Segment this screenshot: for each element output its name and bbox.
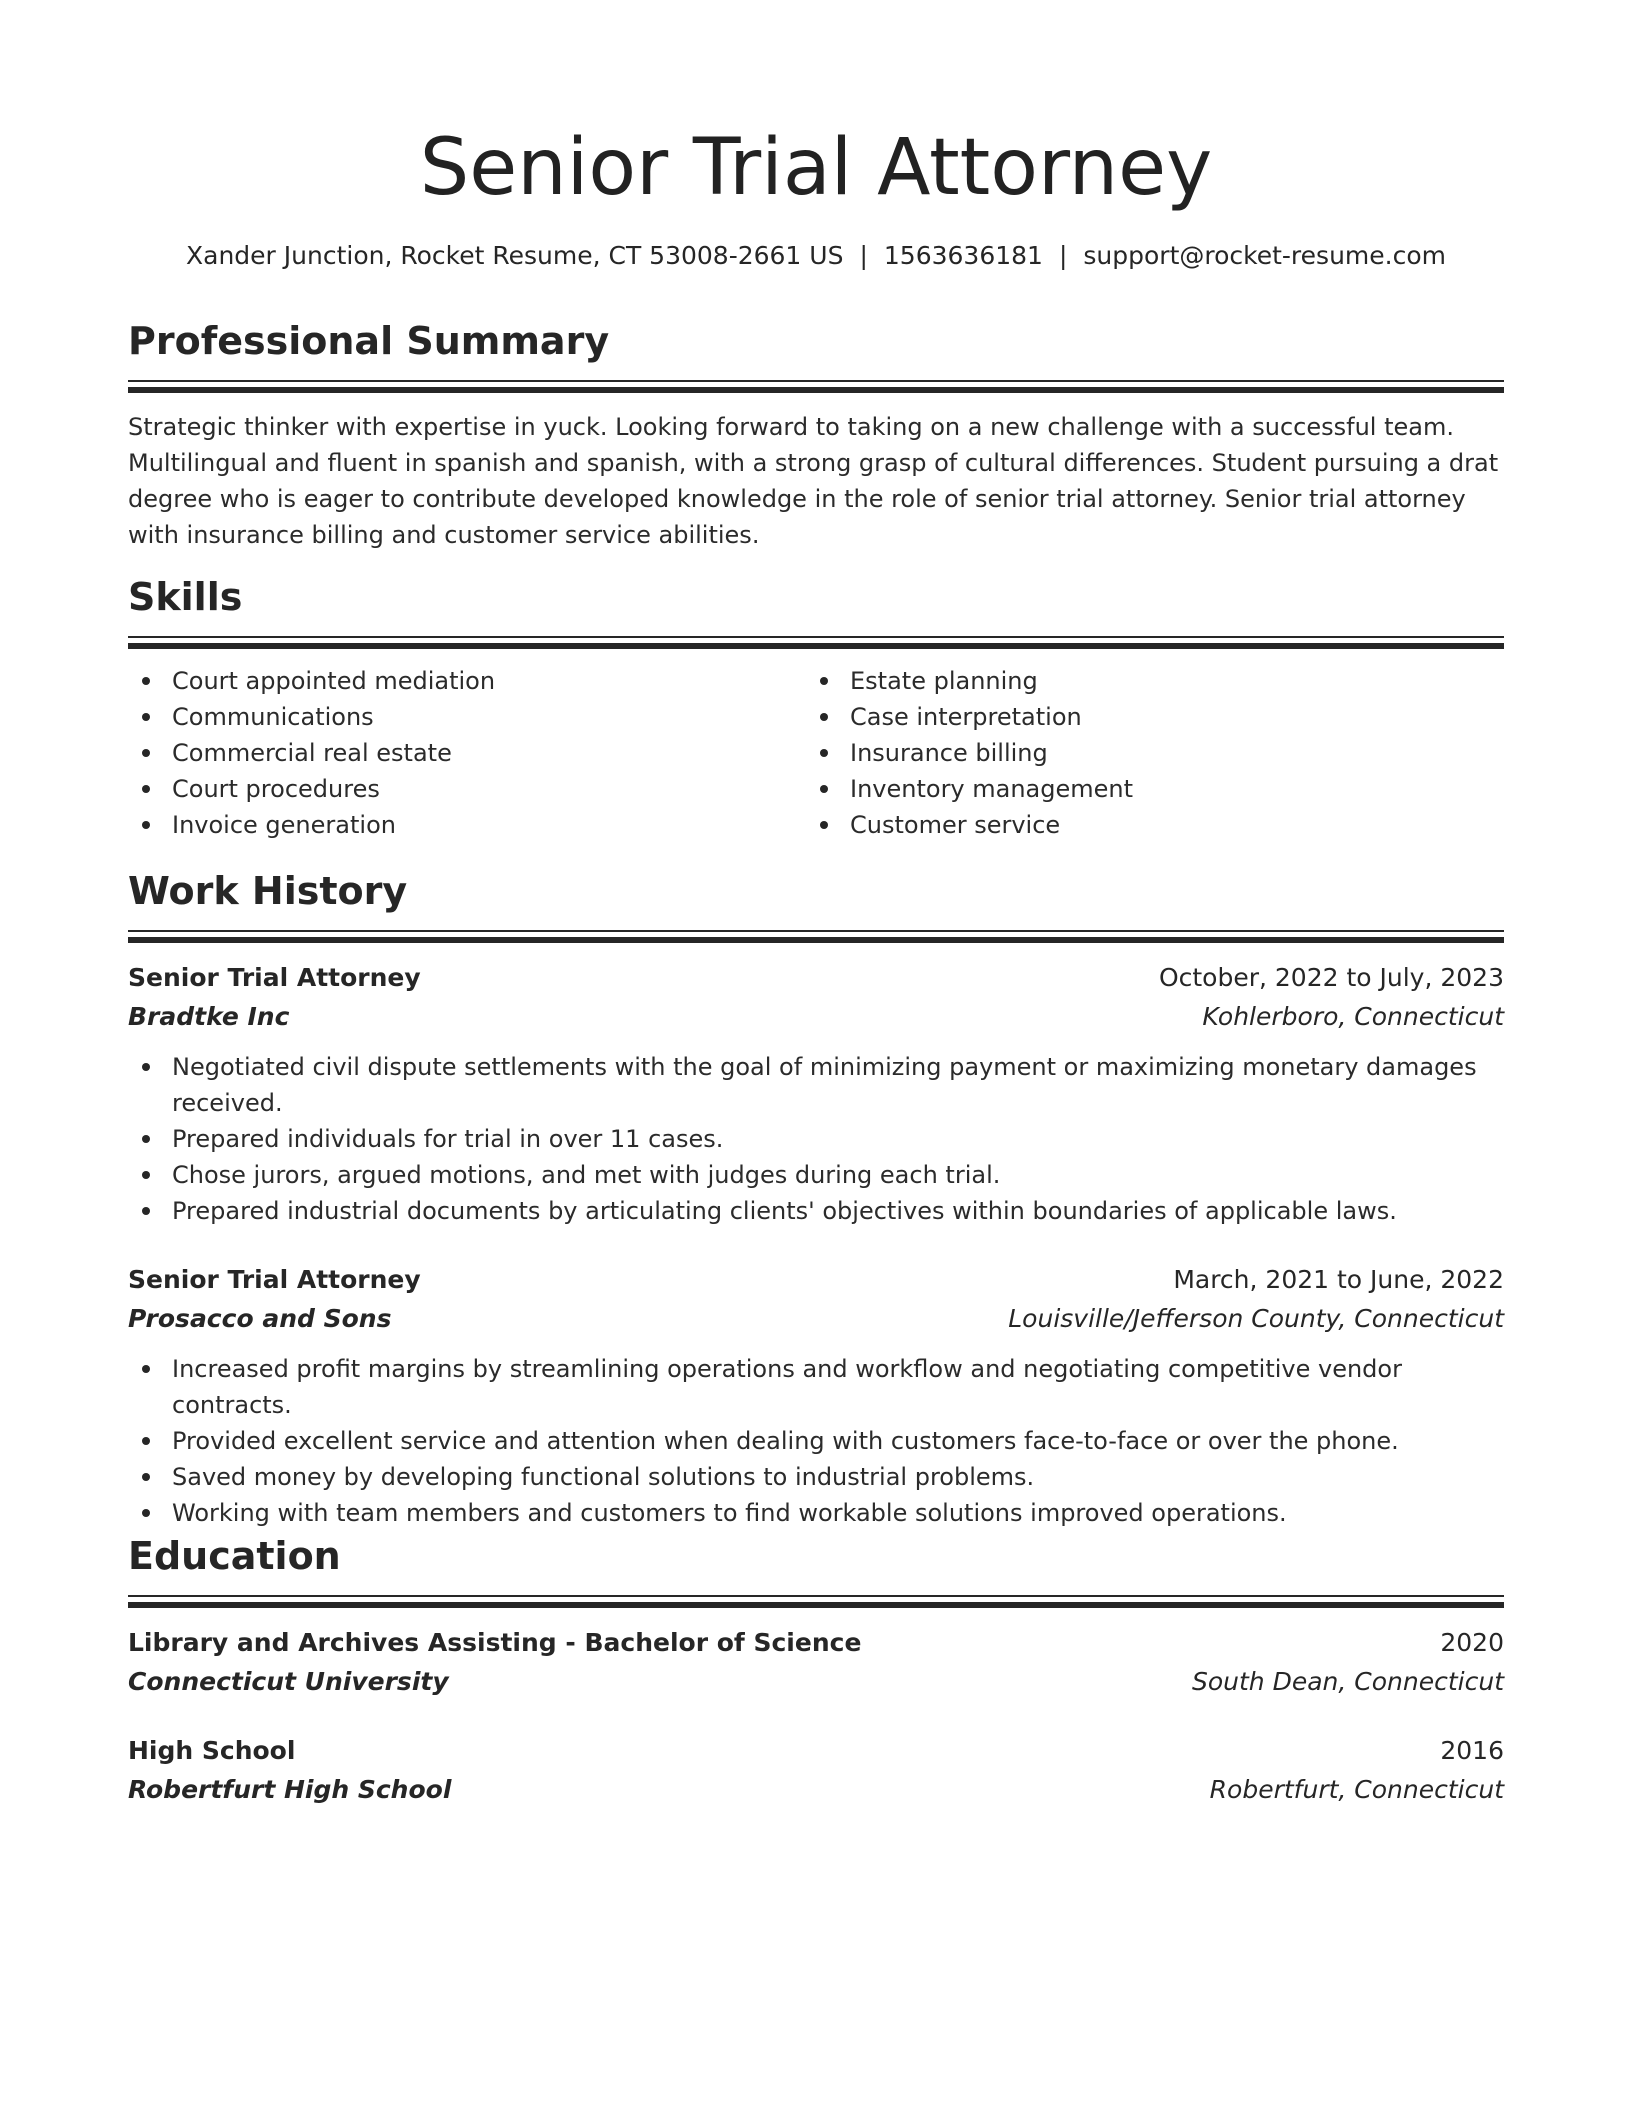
job-bullet [128,1193,1504,1229]
job-company: Bradtke Inc [128,1002,290,1031]
bullet-icon [142,1509,150,1517]
bullet-icon [820,713,828,721]
skill-label: Inventory management [850,775,1134,803]
job-entry [128,1261,1504,1531]
job-bullet-text: Prepared industrial documents by articulating clients' objectives within boundaries of applicable laws. [172,1197,1397,1225]
job-title: Senior Trial Attorney [128,1265,421,1294]
bullet-icon [142,1135,150,1143]
job-bullet [128,1049,1504,1121]
education-degree: Library and Archives Assisting - Bachelor of Science [128,1628,862,1657]
job-bullet-text: Provided excellent service and attention when dealing with customers face-to-face or over the phone. [172,1427,1399,1455]
skills-section [128,572,1504,843]
skill-item [128,807,806,843]
job-bullet-text: Working with team members and customers to find workable solutions improved operations. [172,1499,1287,1527]
job-entry [128,959,1504,1229]
education-entry [128,1732,1504,1810]
education-school: Robertfurt High School [128,1775,452,1804]
skill-label: Customer service [850,811,1061,839]
contact-email: support@rocket-resume.com [1083,241,1446,270]
skill-label: Communications [172,703,374,731]
bullet-icon [142,1171,150,1179]
education-location: Robertfurt, Connecticut [1209,1775,1504,1804]
skill-item [806,699,1484,735]
job-bullet-text: Negotiated civil dispute settlements with the goal of minimizing payment or maximizing monetary damages received. [172,1053,1477,1117]
education-entry [128,1624,1504,1702]
bullet-icon [142,821,150,829]
skill-label: Invoice generation [172,811,396,839]
education-header-row [128,1624,1504,1662]
skill-label: Court appointed mediation [172,667,496,695]
job-location: Kohlerboro, Connecticut [1202,1002,1504,1031]
skills-column-right [806,663,1484,843]
bullet-icon [820,749,828,757]
job-bullet-text: Prepared individuals for trial in over 11 cases. [172,1125,724,1153]
skill-item [806,735,1484,771]
job-company-row [128,997,1504,1037]
skills-column-left [128,663,806,843]
job-header-row [128,959,1504,997]
bullet-icon [142,1437,150,1445]
job-bullet [128,1121,1504,1157]
job-bullet [128,1351,1504,1423]
education-year: 2020 [1440,1628,1504,1657]
section-divider [128,930,1504,943]
job-bullet-text: Increased profit margins by streamlining operations and workflow and negotiating competitive vendor contracts. [172,1355,1402,1419]
job-title: Senior Trial Attorney [128,963,421,992]
skill-label: Estate planning [850,667,1038,695]
skills-columns [128,663,1504,843]
job-bullet [128,1495,1504,1531]
job-bullet [128,1459,1504,1495]
skill-item [128,735,806,771]
resume-name: Senior Trial Attorney [419,123,1213,213]
bullet-icon [142,749,150,757]
skill-item [806,771,1484,807]
education-section [128,1531,1504,1810]
education-school-row [128,1770,1504,1810]
section-title-skills: Skills [128,575,243,619]
bullet-icon [820,785,828,793]
contact-phone: 1563636181 [883,241,1043,270]
job-bullets [128,1351,1504,1531]
contact-separator: | [859,241,868,270]
bullet-icon [142,677,150,685]
bullet-icon [820,821,828,829]
skill-item [128,699,806,735]
skill-item [128,663,806,699]
contact-line [128,238,1504,274]
section-title-education: Education [128,1534,341,1578]
education-year: 2016 [1440,1736,1504,1765]
skill-label: Commercial real estate [172,739,452,767]
bullet-icon [142,1063,150,1071]
bullet-icon [142,1365,150,1373]
contact-separator: | [1058,241,1068,270]
bullet-icon [820,677,828,685]
job-company: Prosacco and Sons [128,1304,392,1333]
skill-label: Insurance billing [850,739,1048,767]
contact-address: Xander Junction, Rocket Resume, CT 53008-2661 US [186,241,844,270]
job-bullet-text: Saved money by developing functional solutions to industrial problems. [172,1463,1035,1491]
job-company-row [128,1299,1504,1339]
job-bullet [128,1157,1504,1193]
work-history-section [128,866,1504,1531]
bullet-icon [142,713,150,721]
education-location: South Dean, Connecticut [1192,1667,1504,1696]
education-degree: High School [128,1736,296,1765]
job-dates: March, 2021 to June, 2022 [1173,1265,1504,1294]
skill-label: Court procedures [172,775,380,803]
skill-item [806,663,1484,699]
skill-label: Case interpretation [850,703,1082,731]
job-header-row [128,1261,1504,1299]
skill-item [128,771,806,807]
section-divider [128,1595,1504,1608]
bullet-icon [142,785,150,793]
section-divider [128,380,1504,393]
job-location: Louisville/Jefferson County, Connecticut [1008,1304,1504,1333]
bullet-icon [142,1473,150,1481]
education-school-row [128,1662,1504,1702]
job-dates: October, 2022 to July, 2023 [1158,963,1504,992]
section-divider [128,636,1504,649]
education-school: Connecticut University [128,1667,449,1696]
summary-text: Strategic thinker with expertise in yuck. Looking forward to taking on a new challenge with a successful team. Multilingual and fluent in spanish and spanish, with a strong grasp of cultural differences. Student pursuing a drat degree who is eager to contribute developed knowledge in the role of senior trial attorney. Senior trial attorney with insurance billing and customer service abilities. [128,413,1499,549]
section-title-summary: Professional Summary [128,319,610,363]
education-header-row [128,1732,1504,1770]
section-title-work-history: Work History [128,869,408,913]
skill-item [806,807,1484,843]
bullet-icon [142,1207,150,1215]
job-bullets [128,1049,1504,1229]
summary-section [128,316,1504,553]
job-bullet-text: Chose jurors, argued motions, and met with judges during each trial. [172,1161,1001,1189]
job-bullet [128,1423,1504,1459]
